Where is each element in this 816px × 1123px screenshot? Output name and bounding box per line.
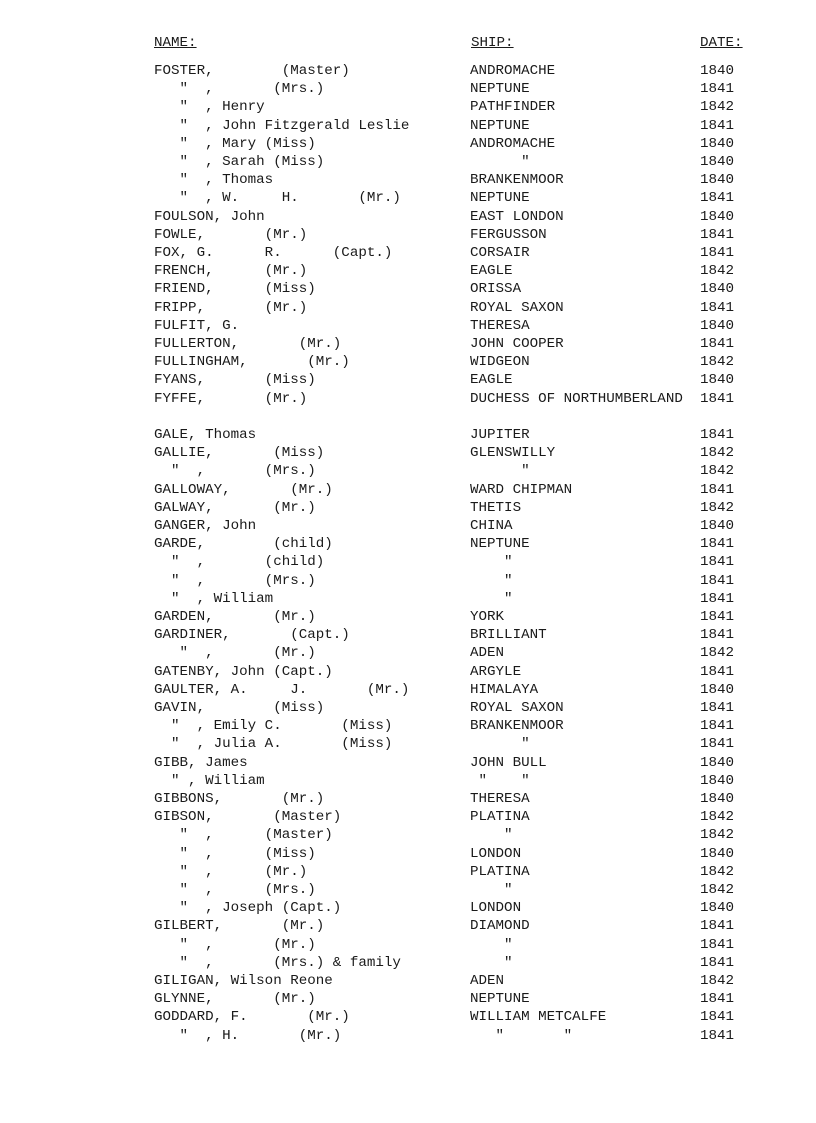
date-cell: 1842	[700, 827, 735, 844]
ship-cell: WIDGEON	[470, 354, 530, 371]
ship-cell: CHINA	[470, 518, 513, 534]
date-cell: 1841	[700, 572, 735, 589]
date-cell: 1842	[700, 263, 735, 280]
name-cell: GIBSON, (Master)	[154, 809, 342, 826]
date-cell: 1841	[700, 954, 735, 971]
ship-cell: LONDON	[470, 845, 522, 862]
date-cell: 1841	[700, 590, 735, 607]
name-cell: GARDE, (child)	[154, 536, 333, 553]
ship-cell: "	[470, 463, 530, 480]
ship-cell: THERESA	[470, 317, 530, 334]
name-cell: " , (Mrs.)	[154, 572, 316, 589]
date-cell: 1841	[700, 936, 735, 953]
ship-cell: THERESA	[470, 791, 530, 807]
ship-cell: JOHN COOPER	[470, 336, 564, 352]
date-cell: 1841	[700, 536, 735, 553]
ship-cell: "	[470, 572, 513, 589]
date-cell: 1841	[700, 190, 735, 207]
name-cell: GALE, Thomas	[154, 427, 257, 443]
date-cell: 1842	[700, 445, 735, 462]
date-cell: 1841	[700, 245, 735, 261]
ship-cell: EAST LONDON	[470, 208, 564, 225]
name-cell: FYANS, (Miss)	[154, 372, 316, 389]
date-cell: 1840	[700, 154, 735, 170]
name-cell: " , Mary (Miss)	[154, 135, 316, 152]
ship-cell: NEPTUNE	[470, 536, 530, 553]
ship-cell: HIMALAYA	[470, 681, 539, 698]
name-cell: " , (Mrs.)	[154, 463, 316, 480]
date-cell: 1842	[700, 99, 735, 116]
ship-cell: ROYAL SAXON	[470, 700, 564, 716]
name-cell: " , (Mrs.)	[154, 81, 325, 98]
name-cell: GALLIE, (Miss)	[154, 445, 325, 462]
date-cell: 1841	[700, 226, 735, 243]
name-cell: FOX, G. R. (Capt.)	[154, 245, 393, 261]
name-cell: GARDEN, (Mr.)	[154, 609, 316, 625]
date-cell: 1841	[700, 554, 735, 571]
ship-cell: CORSAIR	[470, 245, 530, 261]
name-cell: FOWLE, (Mr.)	[154, 226, 308, 243]
name-cell: GIBB, James	[154, 754, 248, 771]
name-cell: GIBBONS, (Mr.)	[154, 791, 325, 807]
ship-cell: "	[470, 882, 513, 898]
date-cell: 1842	[700, 863, 735, 880]
ship-cell: BRANKENMOOR	[470, 172, 564, 189]
date-cell: 1840	[700, 372, 735, 389]
name-cell: FRENCH, (Mr.)	[154, 263, 308, 280]
date-column-header: DATE:	[700, 35, 743, 51]
ship-cell: "	[470, 936, 513, 953]
name-cell: " , Julia A. (Miss)	[154, 736, 393, 753]
ship-cell: YORK	[470, 609, 505, 625]
ship-cell: WARD CHIPMAN	[470, 481, 573, 498]
date-cell: 1841	[700, 991, 735, 1008]
ship-cell: BRILLIANT	[470, 627, 547, 644]
name-cell: " , William	[154, 590, 274, 607]
date-cell: 1841	[700, 481, 735, 498]
name-cell: " , (Miss)	[154, 845, 316, 862]
ship-cell: "	[470, 736, 530, 753]
date-cell: 1842	[700, 973, 735, 989]
name-cell: " , William	[154, 772, 265, 789]
date-cell: 1840	[700, 281, 735, 298]
ship-cell: DIAMOND	[470, 918, 530, 935]
ship-cell: ROYAL SAXON	[470, 299, 564, 316]
name-cell: " , Sarah (Miss)	[154, 154, 325, 170]
name-cell: GANGER, John	[154, 518, 257, 534]
name-cell: " , (Mr.)	[154, 645, 316, 662]
name-column-header: NAME:	[154, 35, 197, 51]
ship-cell: PLATINA	[470, 809, 530, 826]
name-cell: GALLOWAY, (Mr.)	[154, 481, 333, 498]
name-cell: GARDINER, (Capt.)	[154, 627, 350, 644]
ship-cell: ORISSA	[470, 281, 522, 298]
ship-cell: NEPTUNE	[470, 991, 530, 1008]
ship-cell: " "	[470, 772, 530, 789]
ship-cell: "	[470, 554, 513, 571]
date-cell: 1841	[700, 1027, 735, 1044]
date-cell: 1841	[700, 390, 735, 407]
ship-cell: EAGLE	[470, 372, 513, 389]
name-cell: GAULTER, A. J. (Mr.)	[154, 681, 410, 698]
date-cell: 1841	[700, 609, 735, 625]
ship-cell: ANDROMACHE	[470, 63, 556, 79]
date-cell: 1841	[700, 81, 735, 98]
name-cell: " , Joseph (Capt.)	[154, 900, 342, 917]
name-cell: FRIEND, (Miss)	[154, 281, 316, 298]
ship-cell: BRANKENMOOR	[470, 718, 564, 735]
date-cell: 1841	[700, 117, 735, 134]
name-cell: " , (Mr.)	[154, 936, 316, 953]
name-cell: GLYNNE, (Mr.)	[154, 991, 316, 1008]
name-cell: " , W. H. (Mr.)	[154, 190, 401, 207]
name-cell: " , (Mrs.)	[154, 882, 316, 898]
date-cell: 1841	[700, 700, 735, 716]
date-cell: 1842	[700, 463, 735, 480]
date-cell: 1842	[700, 882, 735, 898]
ship-cell: ARGYLE	[470, 663, 522, 680]
date-cell: 1842	[700, 645, 735, 662]
name-cell: " , (Mr.)	[154, 863, 308, 880]
name-cell: " , (Master)	[154, 827, 333, 844]
ship-cell: THETIS	[470, 499, 522, 516]
name-cell: " , Emily C. (Miss)	[154, 718, 393, 735]
date-cell: 1840	[700, 900, 735, 917]
ship-cell: LONDON	[470, 900, 522, 917]
ship-cell: "	[470, 827, 513, 844]
date-cell: 1840	[700, 681, 735, 698]
date-cell: 1841	[700, 736, 735, 753]
date-cell: 1841	[700, 663, 735, 680]
date-cell: 1840	[700, 791, 735, 807]
name-cell: " , John Fitzgerald Leslie	[154, 117, 410, 134]
name-cell: FULFIT, G.	[154, 317, 240, 334]
ship-cell: FERGUSSON	[470, 226, 547, 243]
ship-column-header: SHIP:	[471, 35, 514, 51]
name-cell: " , Henry	[154, 99, 265, 116]
name-cell: FULLINGHAM, (Mr.)	[154, 354, 350, 371]
name-cell: FULLERTON, (Mr.)	[154, 336, 342, 352]
date-cell: 1841	[700, 1009, 735, 1026]
ship-cell: GLENSWILLY	[470, 445, 556, 462]
name-cell: GATENBY, John (Capt.)	[154, 663, 333, 680]
ship-cell: ADEN	[470, 645, 505, 662]
ship-cell: "	[470, 154, 530, 170]
ship-cell: ANDROMACHE	[470, 135, 556, 152]
date-cell: 1842	[700, 809, 735, 826]
date-cell: 1840	[700, 754, 735, 771]
ship-cell: NEPTUNE	[470, 117, 530, 134]
date-cell: 1840	[700, 208, 735, 225]
date-cell: 1840	[700, 317, 735, 334]
ship-cell: DUCHESS OF NORTHUMBERLAND	[470, 390, 683, 407]
name-cell: " , H. (Mr.)	[154, 1027, 342, 1044]
date-cell: 1840	[700, 135, 735, 152]
name-cell: FOULSON, John	[154, 208, 265, 225]
ship-cell: "	[470, 954, 513, 971]
ship-cell: "	[470, 590, 513, 607]
date-cell: 1841	[700, 918, 735, 935]
date-cell: 1841	[700, 336, 735, 352]
ship-cell: JUPITER	[470, 427, 530, 443]
ship-cell: EAGLE	[470, 263, 513, 280]
name-cell: " , (child)	[154, 554, 325, 571]
date-cell: 1840	[700, 172, 735, 189]
ship-cell: NEPTUNE	[470, 190, 530, 207]
date-cell: 1840	[700, 63, 735, 79]
name-cell: GALWAY, (Mr.)	[154, 499, 316, 516]
name-cell: FRIPP, (Mr.)	[154, 299, 308, 316]
date-cell: 1842	[700, 499, 735, 516]
name-cell: FOSTER, (Master)	[154, 63, 350, 79]
date-cell: 1841	[700, 299, 735, 316]
name-cell: GODDARD, F. (Mr.)	[154, 1009, 350, 1026]
ship-cell: PLATINA	[470, 863, 530, 880]
date-cell: 1841	[700, 627, 735, 644]
ship-cell: WILLIAM METCALFE	[470, 1009, 607, 1026]
ship-cell: PATHFINDER	[470, 99, 556, 116]
date-cell: 1840	[700, 772, 735, 789]
name-cell: FYFFE, (Mr.)	[154, 390, 308, 407]
date-cell: 1841	[700, 718, 735, 735]
name-cell: GAVIN, (Miss)	[154, 700, 325, 716]
name-cell: GILIGAN, Wilson Reone	[154, 973, 333, 989]
ship-cell: JOHN BULL	[470, 754, 547, 771]
date-cell: 1842	[700, 354, 735, 371]
name-cell: " , Thomas	[154, 172, 274, 189]
name-cell: " , (Mrs.) & family	[154, 954, 401, 971]
name-cell: GILBERT, (Mr.)	[154, 918, 325, 935]
ship-cell: ADEN	[470, 973, 505, 989]
ship-cell: " "	[470, 1027, 573, 1044]
date-cell: 1840	[700, 518, 735, 534]
ship-cell: NEPTUNE	[470, 81, 530, 98]
date-cell: 1840	[700, 845, 735, 862]
date-cell: 1841	[700, 427, 735, 443]
